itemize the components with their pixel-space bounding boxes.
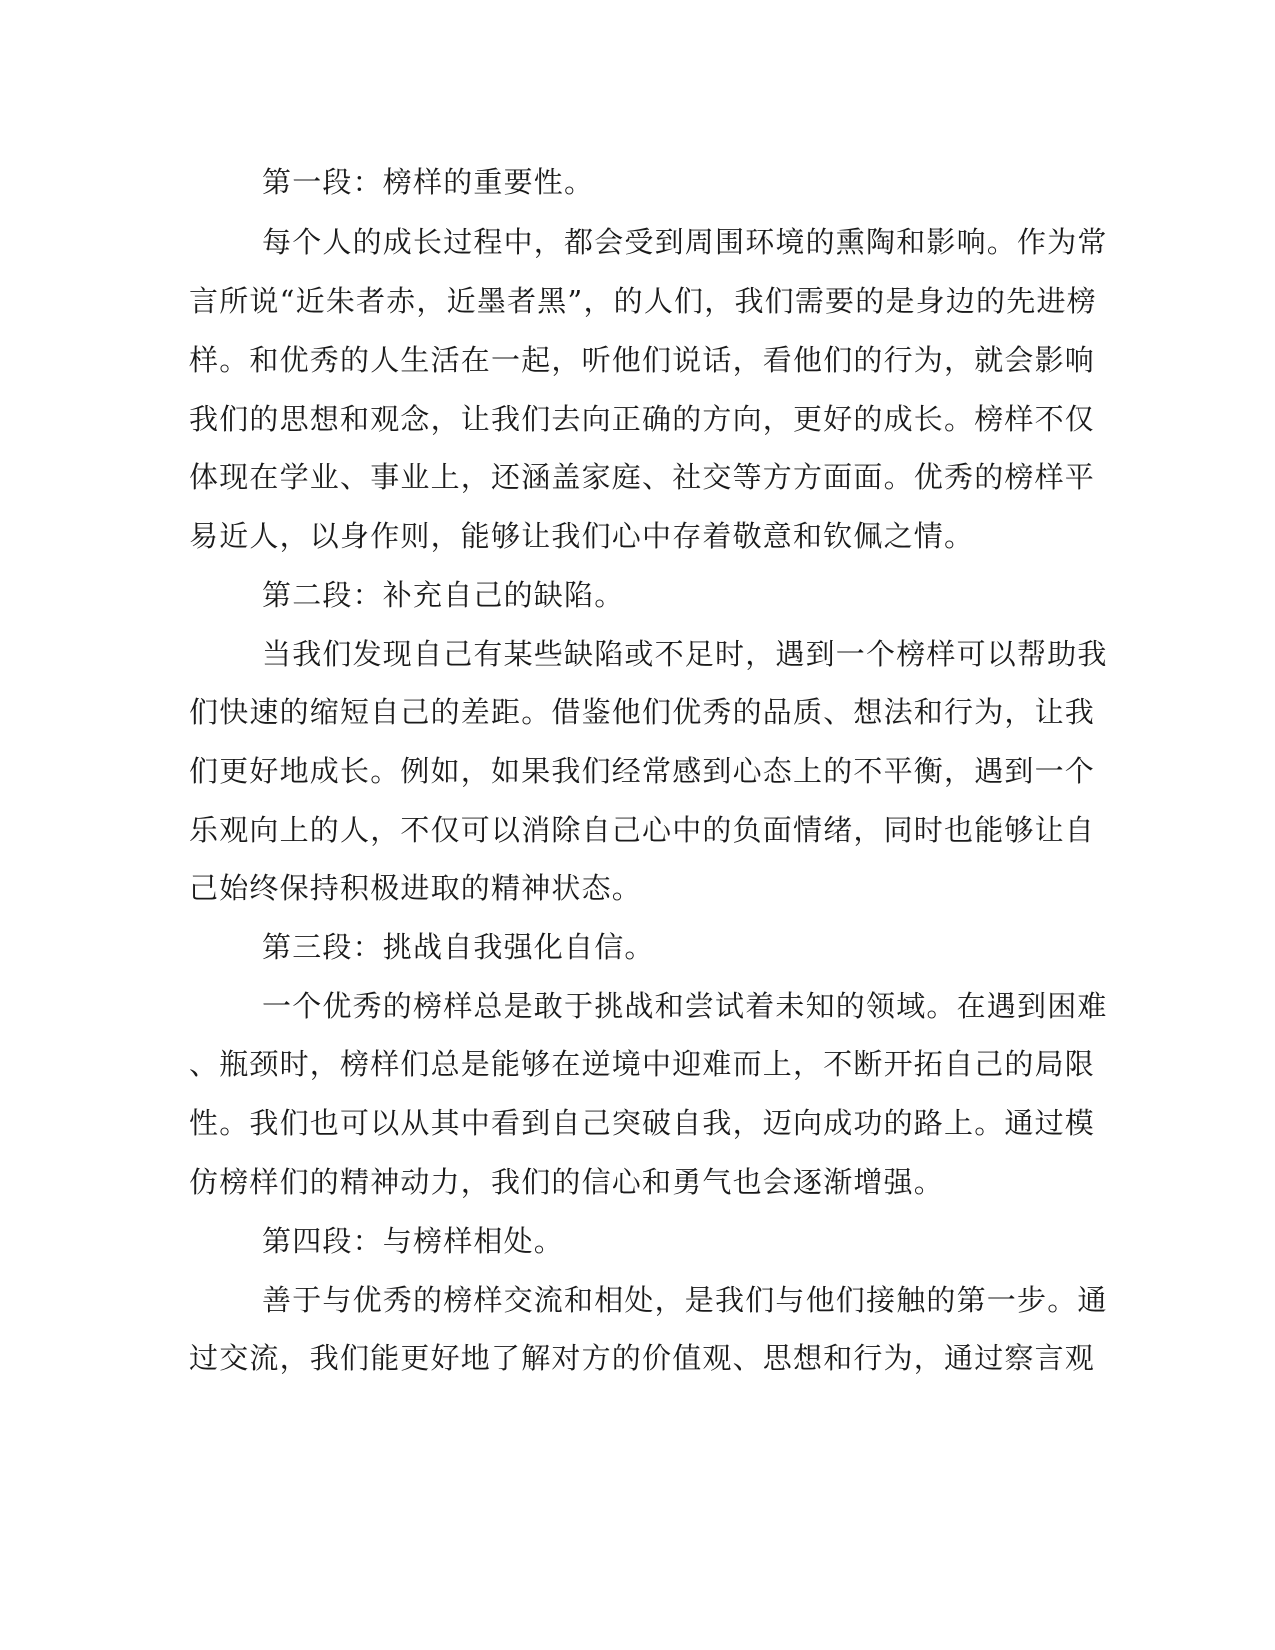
paragraph-line: 、瓶颈时，榜样们总是能够在逆境中迎难而上，不断开拓自己的局限 [189, 1047, 1096, 1081]
paragraph-line: 己始终保持积极进取的精神状态。 [189, 871, 643, 905]
paragraph-line: 乐观向上的人，不仅可以消除自己心中的负面情绪，同时也能够让自 [189, 813, 1096, 847]
paragraph-line: 体现在学业、事业上，还涵盖家庭、社交等方方面面。优秀的榜样平 [189, 460, 1096, 494]
paragraph-line: 们快速的缩短自己的差距。借鉴他们优秀的品质、想法和行为，让我 [189, 695, 1096, 729]
paragraph-line: 言所说“近朱者赤，近墨者黑”，的人们，我们需要的是身边的先进榜 [189, 284, 1097, 318]
paragraph-line: 们更好地成长。例如，如果我们经常感到心态上的不平衡，遇到一个 [189, 754, 1096, 788]
paragraph-line: 样。和优秀的人生活在一起，听他们说话，看他们的行为，就会影响 [189, 343, 1096, 377]
paragraph-line: 我们的思想和观念，让我们去向正确的方向，更好的成长。榜样不仅 [189, 402, 1096, 436]
paragraph-line: 当我们发现自己有某些缺陷或不足时，遇到一个榜样可以帮助我 [262, 637, 1108, 671]
paragraph-line: 仿榜样们的精神动力，我们的信心和勇气也会逐渐增强。 [189, 1165, 945, 1199]
paragraph-line: 性。我们也可以从其中看到自己突破自我，迈向成功的路上。通过模 [189, 1106, 1096, 1140]
section-heading-4: 第四段：与榜样相处。 [262, 1224, 565, 1258]
paragraph-line: 每个人的成长过程中，都会受到周围环境的熏陶和影响。作为常 [262, 225, 1108, 259]
paragraph-line: 一个优秀的榜样总是敢于挑战和尝试着未知的领域。在遇到困难 [262, 989, 1108, 1023]
paragraph-line: 过交流，我们能更好地了解对方的价值观、思想和行为，通过察言观 [189, 1341, 1096, 1375]
section-heading-2: 第二段：补充自己的缺陷。 [262, 578, 625, 612]
section-heading-1: 第一段：榜样的重要性。 [262, 165, 595, 199]
paragraph-line: 易近人，以身作则，能够让我们心中存着敬意和钦佩之情。 [189, 519, 975, 553]
paragraph-line: 善于与优秀的榜样交流和相处，是我们与他们接触的第一步。通 [262, 1283, 1108, 1317]
section-heading-3: 第三段：挑战自我强化自信。 [262, 930, 655, 964]
